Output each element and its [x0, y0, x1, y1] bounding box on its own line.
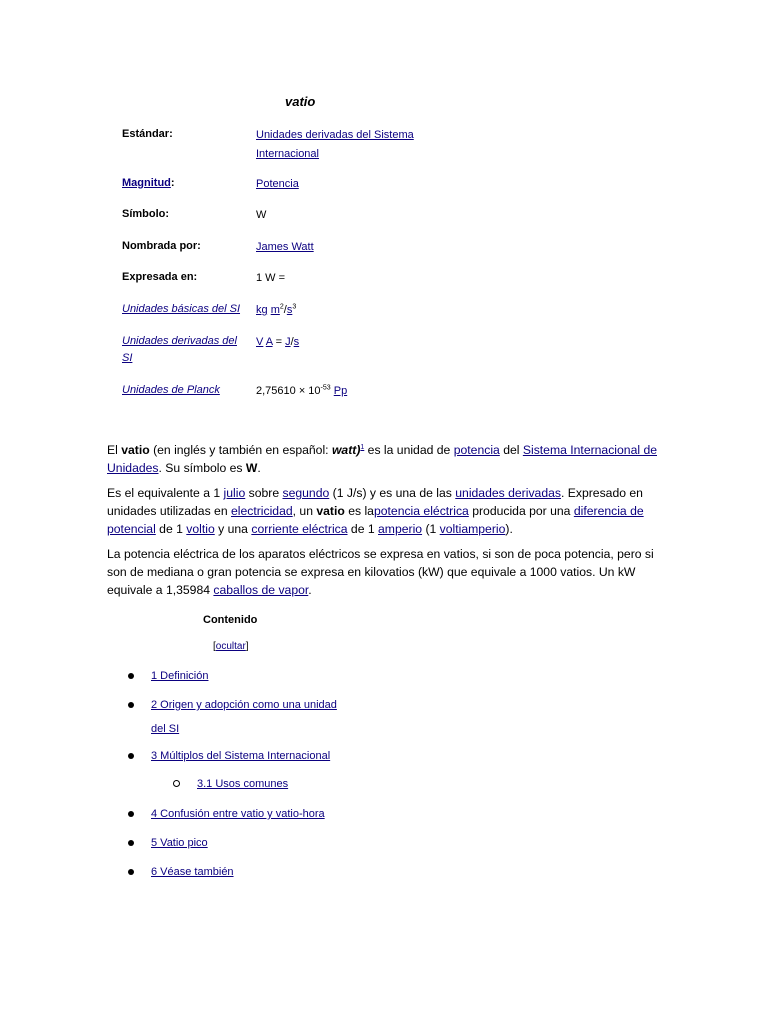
infobox-label-expresada: Expresada en:	[122, 271, 198, 283]
text: Es el equivalente a 1	[107, 486, 224, 500]
colon: :	[170, 177, 175, 189]
text: .	[257, 461, 261, 475]
link-unidades-derivadas[interactable]: Unidades derivadas del Sistema Internacional	[256, 129, 414, 160]
text: (en inglés y también en español:	[149, 443, 332, 457]
link-unidades-basicas[interactable]: Unidades básicas del SI	[122, 303, 241, 315]
infobox-value-planck	[256, 382, 436, 401]
bullet-icon	[128, 673, 134, 679]
bold-w: W	[245, 461, 258, 475]
bold-watt: watt)	[331, 443, 361, 457]
text: , un	[292, 504, 317, 518]
bracket: [	[213, 641, 216, 652]
exp-s: 3	[292, 303, 297, 311]
text: del	[499, 443, 523, 457]
link-diferencia-potencial[interactable]: diferencia de potencial	[107, 504, 644, 536]
link-voltiamperio[interactable]: voltiamperio	[439, 522, 506, 536]
link-julio[interactable]: julio	[223, 486, 246, 500]
link-amperio[interactable]: amperio	[378, 522, 423, 536]
link-potencia-electrica[interactable]: potencia eléctrica	[373, 504, 469, 518]
link-unidades-derivadas-si[interactable]: Unidades derivadas del SI	[122, 335, 237, 364]
paragraph-intro	[107, 441, 667, 477]
bullet-icon	[128, 840, 134, 846]
link-unidades-planck[interactable]: Unidades de Planck	[122, 384, 220, 396]
toc-item-4[interactable]: 4 Confusión entre vatio y vatio-hora	[151, 808, 325, 820]
paragraph-kilovatios	[107, 545, 667, 599]
bullet-icon	[128, 869, 134, 875]
text: de 1	[347, 522, 379, 536]
text: es la unidad de	[364, 443, 454, 457]
toc-title: Contenido	[203, 614, 258, 626]
planck-exp: -53	[320, 384, 331, 392]
bullet-icon	[128, 753, 134, 759]
infobox-value-basicas	[256, 301, 436, 320]
infobox-label-nombrada: Nombrada por:	[122, 240, 201, 252]
link-m[interactable]: m	[270, 304, 280, 316]
infobox-label-estandar: Estándar:	[122, 128, 173, 140]
text: . Expresado en unidades utilizadas en	[107, 486, 643, 518]
planck-number: 2,75610 × 10	[256, 385, 321, 397]
toc-item-6[interactable]: 6 Véase también	[151, 866, 234, 878]
link-unidades-derivadas[interactable]: unidades derivadas	[455, 486, 561, 500]
infobox-label-simbolo: Símbolo:	[122, 208, 170, 220]
bold-vatio: vatio	[316, 504, 345, 518]
page-title: vatio	[285, 94, 316, 109]
text: de 1	[155, 522, 187, 536]
link-s2[interactable]: s	[293, 336, 300, 348]
link-kg[interactable]: kg	[256, 304, 268, 316]
slash: /	[290, 336, 294, 348]
bullet-icon	[128, 702, 134, 708]
text: (1	[422, 522, 440, 536]
infobox-value-expresada: 1 W =	[256, 272, 286, 284]
toc-item-5[interactable]: 5 Vatio pico	[151, 837, 208, 849]
link-segundo[interactable]: segundo	[282, 486, 330, 500]
link-s[interactable]: s	[286, 304, 293, 316]
link-electricidad[interactable]: electricidad	[231, 504, 293, 518]
text: (1 J/s) y es una de las	[329, 486, 456, 500]
link-V[interactable]: V	[256, 336, 264, 348]
toc-toggle	[213, 641, 249, 652]
text: sobre	[245, 486, 283, 500]
link-corriente-electrica[interactable]: corriente eléctrica	[251, 522, 348, 536]
bold-vatio: vatio	[121, 443, 150, 457]
text: producida por una	[468, 504, 574, 518]
text: ).	[505, 522, 513, 536]
paragraph-equivalente	[107, 484, 667, 538]
text: y una	[214, 522, 252, 536]
text: La potencia eléctrica de los aparatos eléctricos se expresa en vatios, si son de poca potencia, pero si son de mediana o gran potencia se expresa en kilovatios (kW) que equivale a 1000 vatios. Un kW equivale a 1,35984	[107, 547, 654, 597]
toc-hide-link[interactable]: ocultar	[215, 641, 246, 652]
link-pp[interactable]: Pp	[333, 385, 348, 397]
circle-bullet-icon	[173, 780, 180, 787]
infobox-value-derivadas	[256, 333, 436, 352]
text: .	[308, 583, 312, 597]
text: es la	[344, 504, 374, 518]
link-A[interactable]: A	[265, 336, 273, 348]
toc-item-3-1[interactable]: 3.1 Usos comunes	[197, 778, 289, 790]
text: . Su símbolo es	[158, 461, 246, 475]
link-potencia[interactable]: potencia	[453, 443, 500, 457]
infobox-value-simbolo: W	[256, 209, 267, 221]
link-J[interactable]: J	[285, 336, 291, 348]
toc-item-1[interactable]: 1 Definición	[151, 670, 209, 682]
slash: /	[283, 304, 287, 316]
link-sistema-internacional[interactable]: Sistema Internacional de Unidades	[107, 443, 657, 475]
link-magnitud[interactable]: Magnitud	[122, 177, 171, 189]
toc-item-3[interactable]: 3 Múltiplos del Sistema Internacional	[151, 750, 331, 762]
link-potencia[interactable]: Potencia	[256, 178, 299, 190]
bracket: ]	[245, 641, 249, 652]
link-caballos-vapor[interactable]: caballos de vapor	[213, 583, 309, 597]
link-james-watt[interactable]: James Watt	[256, 241, 314, 253]
equals: =	[272, 336, 286, 348]
bullet-icon	[128, 811, 134, 817]
exp-m: 2	[279, 303, 284, 311]
link-voltio[interactable]: voltio	[186, 522, 215, 536]
text: El	[107, 443, 122, 457]
ref-1[interactable]: 1	[360, 443, 365, 451]
toc-item-2[interactable]: 2 Origen y adopción como una unidad del SI	[151, 699, 337, 735]
